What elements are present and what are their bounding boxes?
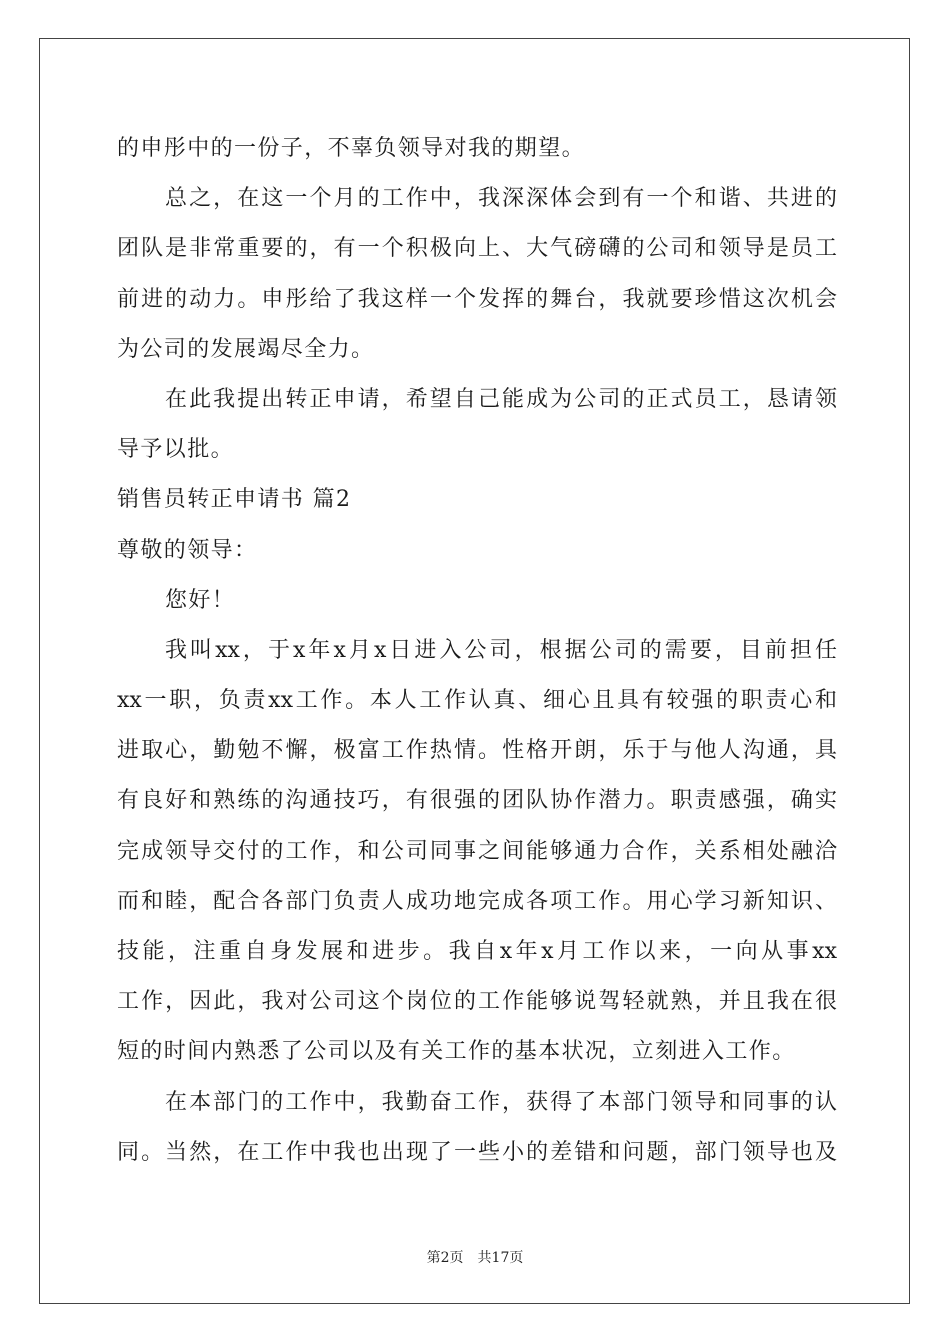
text-line: 进取心，勤勉不懈，极富工作热情。性格开朗，乐于与他人沟通，具 — [117, 738, 837, 764]
salutation: 尊敬的领导： — [117, 537, 258, 563]
text-line: 短的时间内熟悉了公司以及有关工作的基本状况，立刻进入工作。 — [117, 1039, 796, 1065]
page-footer — [0, 1247, 950, 1267]
text-line: 团队是非常重要的，有一个积极向上、大气磅礴的公司和领导是员工 — [117, 236, 837, 262]
text-line: 前进的动力。申彤给了我这样一个发挥的舞台，我就要珍惜这次机会 — [117, 286, 837, 312]
text-line: 总之，在这一个月的工作中，我深深体会到有一个和谐、共进的 — [165, 186, 837, 212]
text-line: 有良好和熟练的沟通技巧，有很强的团队协作潜力。职责感强，确实 — [117, 788, 837, 814]
page-number: 第2页 — [426, 1250, 464, 1266]
text-line: 技能，注重自身发展和进步。我自x年x月工作以来，一向从事xx — [117, 939, 837, 964]
text-line: 的申彤中的一份子，不辜负领导对我的期望。 — [117, 136, 586, 161]
greeting: 您好！ — [165, 587, 236, 613]
text-line: 在此我提出转正申请，希望自己能成为公司的正式员工，恳请领 — [165, 386, 837, 412]
text-line: 在本部门的工作中，我勤奋工作，获得了本部门领导和同事的认 — [165, 1089, 837, 1115]
text-line: 我叫xx，于x年x月x日进入公司，根据公司的需要，目前担任 — [165, 637, 837, 663]
section-heading: 销售员转正申请书 篇2 — [117, 487, 352, 513]
text-line: 导予以批。 — [117, 437, 235, 463]
page-total: 共17页 — [477, 1250, 524, 1266]
text-line: 同。当然，在工作中我也出现了一些小的差错和问题，部门领导也及 — [117, 1139, 837, 1165]
text-line: 为公司的发展竭尽全力。 — [117, 336, 375, 362]
text-line: 工作，因此，我对公司这个岗位的工作能够说驾轻就熟，并且我在很 — [117, 989, 837, 1015]
text-line: xx一职，负责xx工作。本人工作认真、细心且具有较强的职责心和 — [117, 688, 837, 714]
text-line: 而和睦，配合各部门负责人成功地完成各项工作。用心学习新知识、 — [117, 888, 837, 914]
text-line: 完成领导交付的工作，和公司同事之间能够通力合作，关系相处融洽 — [117, 838, 837, 864]
document-body — [117, 124, 837, 1178]
